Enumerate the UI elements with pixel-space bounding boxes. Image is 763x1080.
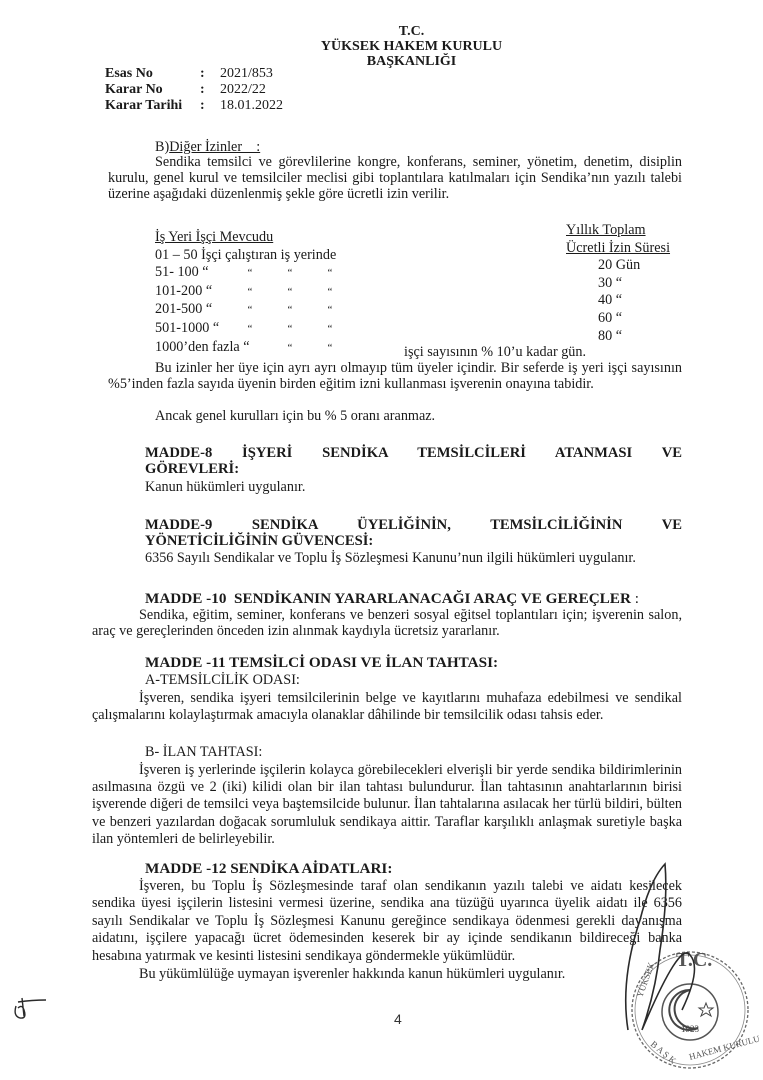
madde-10-colon: :: [630, 590, 639, 607]
range-text: 201-500 “: [155, 301, 213, 318]
leave-table-left-header: İş Yeri İşçi Mevcudu: [155, 229, 274, 245]
meta-value: 2022/22: [220, 82, 266, 97]
document-header: [0, 24, 763, 69]
madde-8-title-line1: MADDE-8 İŞYERİ SENDİKA TEMSİLCİLERİ ATANMASI VE: [145, 445, 682, 461]
leave-row-range: 201-500 “ “ “ “: [155, 301, 333, 318]
section-b-note-1: Bu izinler her üye için ayrı ayrı olmayıp tüm üyeler içindir. Bir seferde iş yeri işçi sayısının %5’inden fazla sayıda üyenin birden eğitim izni kullanması işverenin onayına tabidir.: [108, 360, 682, 392]
madde-10-heading: MADDE -10 SENDİKANIN YARARLANACAĞI ARAÇ VE GEREÇLER: [145, 590, 631, 607]
madde-9-body: 6356 Sayılı Sendikalar ve Toplu İş Sözleşmesi Kanunu’nun ilgili hükümleri uygulanır.: [145, 550, 636, 566]
initials-signature-icon: [10, 992, 50, 1022]
leave-days-over-1000: işçi sayısının % 10’u kadar gün.: [404, 344, 587, 360]
meta-value: 18.01.2022: [220, 98, 283, 113]
madde-9-title-line2: YÖNETİCİLİĞİNİN GÜVENCESİ:: [145, 533, 374, 549]
section-b-prefix: B): [155, 139, 170, 155]
range-text: 501-1000 “: [155, 319, 220, 336]
madde-8-title-line2: GÖREVLERİ:: [145, 461, 240, 477]
leave-row-range: 1000’den fazla “ “ “: [155, 338, 333, 355]
section-b-intro: Sendika temsilci ve görevlilerine kongre, konferans, seminer, yönetim, denetim, disiplin kurulu, genel kurul ve temsilciler meclisi gibi toplantılara katılmaları için Sendika’nın yazılı talebi üzerine aşağıdaki düzenlenmiş şekle göre ücretli izin verilir.: [108, 154, 682, 202]
madde-10-title: [145, 590, 639, 608]
case-metadata: [105, 66, 283, 114]
meta-sep: :: [200, 66, 205, 81]
meta-esas-no: [105, 66, 283, 82]
madde-11-title: MADDE -11 TEMSİLCİ ODASI VE İLAN TAHTASI:: [145, 654, 499, 671]
madde-12-body-1: İşveren, bu Toplu İş Sözleşmesinde taraf olan sendikanın yazılı talebi ve aidatı kesilecek sendika üyesi işçilerin listesini vermesi üzerine, sendika ana tüzüğü uyarınca üyelik aidatı ile 6356 sayılı Sendikalar ve Toplu İş Sözleşmesi Kanunu gereğince sendikaya ödenmesi gerekli dayanışma aidatını, işçilere yapacağı ücret ödemesinden keserek bir ay içinde sendikanın bildireceği banka hesabına yatırmak ve kesinti listesini sendikaya göndermekle yükümlüdür.: [92, 878, 682, 964]
leave-table-right-header-1: Yıllık Toplam: [566, 222, 646, 238]
svg-text:B A Ş K: B A Ş K: [648, 1038, 678, 1066]
madde-12-title: MADDE -12 SENDİKA AİDATLARI:: [145, 860, 393, 877]
meta-label: Karar Tarihi: [105, 98, 183, 113]
meta-karar-no: [105, 82, 283, 98]
range-text: 101-200 “: [155, 282, 213, 299]
section-b-note-2: Ancak genel kurulları için bu % 5 oranı aranmaz.: [155, 408, 436, 424]
madde-9-title-line1: MADDE-9 SENDİKA ÜYELİĞİNİN, TEMSİLCİLİĞİNİN VE: [145, 517, 682, 533]
leave-table-right: [566, 222, 670, 345]
meta-label: Karar No: [105, 82, 163, 97]
leave-days: 40 “: [598, 292, 623, 309]
svg-text:YÜKSEK: YÜKSEK: [634, 960, 657, 999]
madde-10-body: Sendika, eğitim, seminer, konferans ve benzeri sosyal eğitsel toplantıları için; işverenin salon, araç ve gereçlerinden önceden izin alınmak kaydıyla ücretsiz yararlanır.: [92, 607, 682, 639]
header-tc: T.C.: [398, 24, 425, 39]
header-presidency: BAŞKANLIĞI: [366, 54, 457, 69]
madde-11-body-a: İşveren, sendika işyeri temsilcilerinin belge ve kayıtlarını muhafaza edebilmesi ve sendikal çalışmalarını kolaylaştırmak amacıyla olanaklar dâhilinde bir temsilcilik odası tahsis eder.: [92, 690, 682, 723]
meta-label: Esas No: [105, 66, 153, 81]
meta-sep: :: [200, 98, 205, 113]
madde-11-body-b: İşveren iş yerlerinde işçilerin kolayca görebilecekleri elverişli bir yerde sendika bildirimlerinin asılmasına özgü ve 2 (iki) kilidi olan bir ilan tahtası bulundurur. İlan tahtasının anahtarlarının birisi işverende diğeri de temsilci veya baştemsilcide bulunur. İlan tahtalarına asılacak her türlü bildiri, bülten ve benzeri yazılardan doğacak sorumluluk sendikaya aittir. Taraflar karşılıklı anlaşmak suretiyle başka ilan yöntemleri de belirleyebilir.: [92, 762, 682, 847]
leave-row-range: [155, 247, 345, 265]
range-text: 01 – 50 İşçi çalıştıran iş yerinde: [155, 246, 337, 263]
madde-11-sub-a: A-TEMSİLCİLİK ODASI:: [145, 672, 300, 688]
official-seal-icon: [590, 860, 763, 1075]
section-b-heading: Diğer İzinler :: [169, 139, 261, 155]
leave-row-range: 501-1000 “ “ “ “: [155, 319, 333, 336]
leave-table-left: [155, 229, 345, 357]
header-institution: YÜKSEK HAKEM KURULU: [320, 39, 503, 54]
svg-text:HAKEM KURULU: HAKEM KURULU: [687, 1033, 761, 1062]
seal-year: 1923: [681, 1024, 699, 1034]
leave-days: 20 Gün: [598, 257, 641, 274]
meta-value: 2021/853: [220, 66, 273, 81]
leave-row-range: 51- 100 “ “ “ “: [155, 264, 333, 281]
madde-8-body: Kanun hükümleri uygulanır.: [145, 479, 306, 495]
leave-row-range: 101-200 “ “ “ “: [155, 282, 333, 299]
seal-tc: T.C.: [676, 949, 713, 971]
madde-11-sub-b: B- İLAN TAHTASI:: [145, 744, 263, 760]
page-number: 4: [394, 1011, 402, 1027]
leave-days: 60 “: [598, 309, 623, 326]
meta-sep: :: [200, 82, 205, 97]
meta-karar-tarihi: [105, 98, 283, 114]
madde-12-body-2: Bu yükümlülüğe uymayan işverenler hakkında kanun hükümleri uygulanır.: [139, 966, 566, 982]
leave-days: 80 “: [598, 327, 623, 344]
leave-days: 30 “: [598, 274, 623, 291]
range-text: 51- 100 “: [155, 264, 209, 281]
leave-table-right-header-2: Ücretli İzin Süresi: [566, 239, 671, 256]
range-text: 1000’den fazla “: [155, 338, 250, 355]
